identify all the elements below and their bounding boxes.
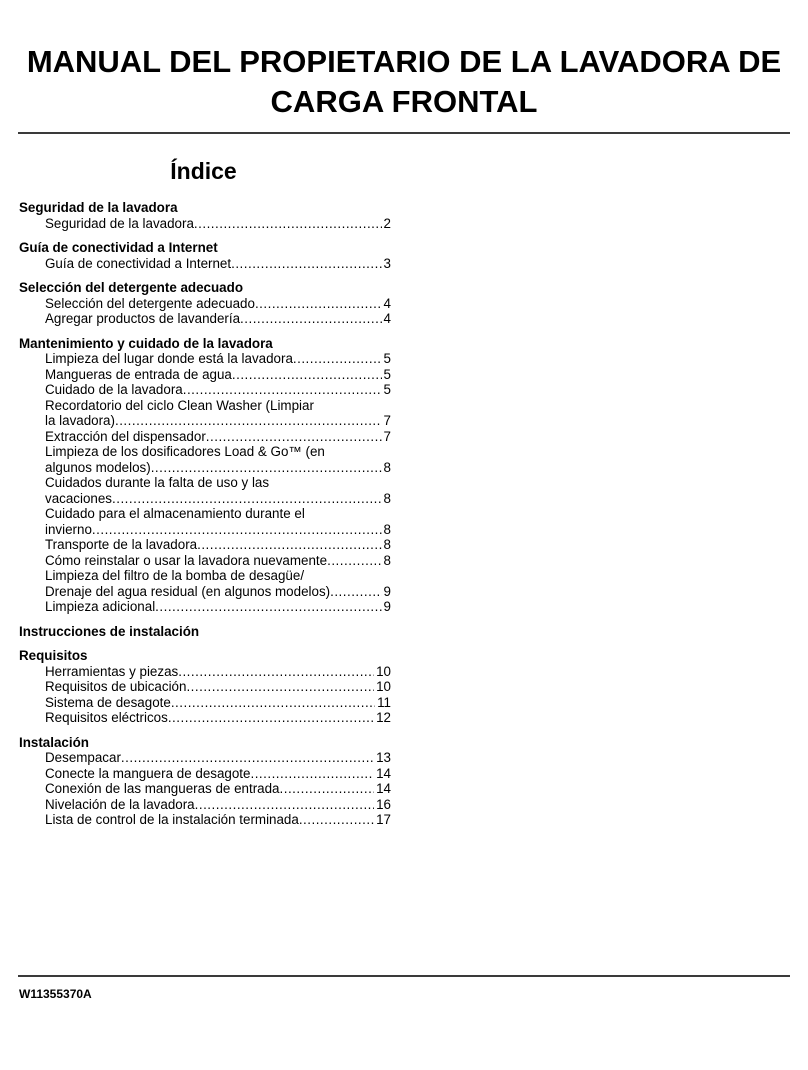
toc-entry[interactable] [45,797,391,813]
toc-entry-page-number: 8 [383,521,391,537]
toc-entry-label: Limpieza del lugar donde está la lavadora ..... [45,351,391,366]
toc-entry-page-number: 14 [376,781,391,796]
toc-section-title[interactable]: Seguridad de la lavadora [19,200,178,215]
toc-entry-label: Selección del detergente adecuado ..... [45,296,391,311]
toc-entry[interactable] [45,216,391,232]
toc-section-title[interactable]: Requisitos [19,648,88,663]
toc-entry-page-number: 14 [376,765,391,781]
toc-entry-label: Nivelación de la lavadora ..... [45,797,391,812]
toc-entry[interactable] [45,382,391,398]
toc-entry-label: invierno ..... [45,522,391,537]
toc-entry-label: Herramientas y piezas ..... [45,664,391,679]
toc-entry-label: Conexión de las mangueras de entrada ..... [45,781,391,796]
toc-entry-label-first-line: Limpieza de los dosificadores Load & Go™ (en [45,444,325,459]
toc-entry[interactable] [45,351,391,367]
top-divider [18,132,790,134]
toc-section [19,240,391,271]
toc-entry-page-number: 2 [383,215,391,231]
toc-entry-page-number: 16 [376,796,391,812]
toc-entry[interactable] [45,781,391,797]
toc-entry-page-number: 8 [383,459,391,475]
toc-entry-page-number: 11 [377,694,391,710]
toc-entry-label: Transporte de la lavadora ..... [45,537,391,552]
toc-entry-label: Extracción del dispensador ..... [45,429,391,444]
toc-section [19,624,391,640]
toc-entry-page-number: 7 [383,413,391,428]
toc-entry-label: algunos modelos) ..... [45,460,391,475]
toc-entry-label: Agregar productos de lavandería ..... [45,311,391,326]
toc-entry-page-number: 8 [383,537,391,552]
toc-entry[interactable] [45,444,391,475]
toc-entry-label: Sistema de desagote ..... [45,695,391,710]
toc-entry[interactable] [45,750,391,766]
toc-entry-label-first-line: Cuidados durante la falta de uso y las [45,475,270,490]
toc-entry-page-number: 9 [383,583,391,599]
toc-entry-label-first-line: Limpieza del filtro de la bomba de desagüe/ [45,568,305,583]
toc-entry-label: Cómo reinstalar o usar la lavadora nuevamente ..... [45,553,391,568]
toc-entry-page-number: 10 [376,663,391,679]
toc-entry-label: Requisitos de ubicación ..... [45,679,391,694]
toc-entry-label-first-line: Recordatorio del ciclo Clean Washer (Limpiar [45,397,314,413]
toc-entry[interactable] [45,256,391,272]
toc-entry[interactable] [45,367,391,383]
toc-entry-page-number: 8 [383,490,391,506]
toc-entry-page-number: 10 [376,679,391,694]
toc-entry-page-number: 9 [383,599,391,614]
toc-section [19,648,391,726]
document-id: W11355370A [19,987,92,1001]
toc-entry[interactable] [45,568,391,599]
toc-entry[interactable] [45,553,391,569]
toc-entry-page-number: 4 [383,295,391,311]
toc-entry-page-number: 12 [376,710,391,725]
toc-entry-page-number: 5 [383,382,391,397]
toc-entry-page-number: 7 [383,428,391,444]
toc-section-title[interactable]: Instrucciones de instalación [19,623,200,639]
toc-entry[interactable] [45,296,391,312]
toc-entry-label: Conecte la manguera de desagote ..... [45,766,391,781]
toc-entry-page-number: 4 [383,311,391,326]
toc-section [19,280,391,327]
toc-entry[interactable] [45,599,391,615]
toc-entry-label: Mangueras de entrada de agua ..... [45,367,391,382]
toc-entry-page-number: 5 [383,351,391,366]
toc-entry[interactable] [45,537,391,553]
toc-entry-page-number: 8 [383,552,391,568]
toc-entry[interactable] [45,812,391,828]
toc-entry-page-number: 17 [376,812,391,827]
toc-entry-label: Guía de conectividad a Internet ..... [45,256,391,271]
toc-entry-label: Cuidado de la lavadora ..... [45,382,391,397]
toc-entry-label-first-line: Cuidado para el almacenamiento durante el [45,506,305,521]
toc-entry[interactable] [45,311,391,327]
manual-title [0,42,808,122]
index-heading: Índice [170,158,237,184]
manual-title-line-2: CARGA FRONTAL [270,84,538,119]
toc-section-title[interactable]: Mantenimiento y cuidado de la lavadora [19,335,273,351]
toc-entry[interactable] [45,475,391,506]
toc-section-title[interactable]: Instalación [19,734,89,750]
toc-entry-page-number: 3 [383,255,391,271]
toc-entry[interactable] [45,664,391,680]
toc-section [19,200,391,231]
toc-section-title[interactable]: Selección del detergente adecuado [19,280,243,295]
toc-entry-page-number: 5 [383,366,391,382]
toc-entry[interactable] [45,679,391,695]
toc-entry-label: Seguridad de la lavadora ..... [45,216,391,231]
table-of-contents [19,200,391,837]
toc-section [19,735,391,828]
toc-entry[interactable] [45,710,391,726]
toc-entry[interactable] [45,766,391,782]
toc-entry-label: Limpieza adicional ..... [45,599,391,614]
toc-entry-label: Drenaje del agua residual (en algunos modelos) ..... [45,584,391,599]
toc-entry-label: Lista de control de la instalación terminada ..... [45,812,391,827]
toc-entry-label: Requisitos eléctricos ..... [45,710,391,725]
toc-entry[interactable] [45,398,391,429]
bottom-divider [18,975,790,977]
toc-entry[interactable] [45,429,391,445]
toc-entry-label: vacaciones ..... [45,491,391,506]
toc-section-title[interactable]: Guía de conectividad a Internet [19,240,218,255]
toc-entry-page-number: 13 [376,750,391,765]
manual-title-line-1: MANUAL DEL PROPIETARIO DE LA LAVADORA DE [26,44,782,79]
toc-entry-label: Desempacar ..... [45,750,391,765]
toc-entry[interactable] [45,695,391,711]
toc-section [19,336,391,615]
toc-entry[interactable] [45,506,391,537]
toc-entry-label: la lavadora) ..... [45,413,391,428]
